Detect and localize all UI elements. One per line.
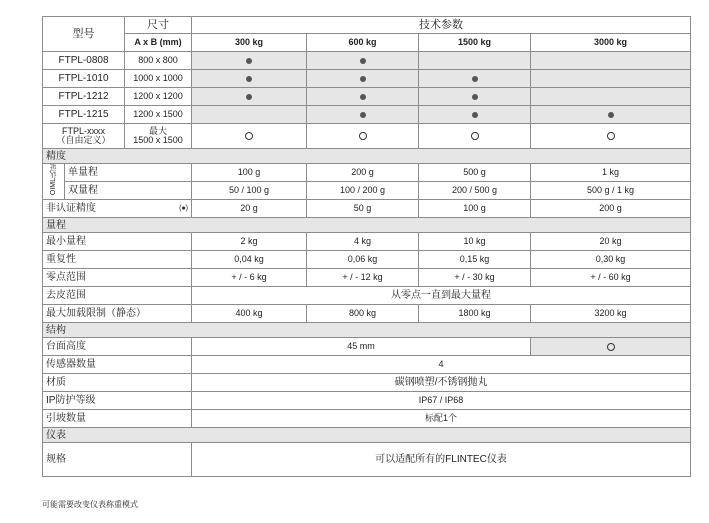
standard-dot-icon <box>472 94 478 100</box>
standard-dot-icon <box>608 112 614 118</box>
model-size: 800 x 800 <box>125 52 192 70</box>
option-circle-icon <box>607 343 615 351</box>
row-label: 引坡数量 <box>43 410 192 428</box>
standard-dot-icon <box>360 76 366 82</box>
size-header: 尺寸 <box>125 17 192 34</box>
value-cell: 0,15 kg <box>419 251 531 269</box>
table-row <box>43 356 691 374</box>
value-cell: 4 kg <box>307 233 419 251</box>
footnote: 可能需要改变仪表称重模式 <box>42 500 138 509</box>
capacity-header: 600 kg <box>307 34 419 52</box>
availability-cell <box>192 52 307 70</box>
table-row <box>43 70 691 88</box>
value-cell: 100 / 200 g <box>307 182 419 200</box>
standard-dot-icon <box>472 76 478 82</box>
value-cell-span: 4 <box>192 356 691 374</box>
spec-table <box>42 16 691 477</box>
row-label: 单量程 <box>65 164 192 182</box>
availability-cell <box>531 88 691 106</box>
table-row <box>43 392 691 410</box>
option-circle-icon <box>245 132 253 140</box>
standard-dot-icon <box>360 58 366 64</box>
availability-cell <box>192 88 307 106</box>
table-row <box>43 374 691 392</box>
availability-cell <box>531 338 691 356</box>
table-row <box>43 52 691 70</box>
row-label: 零点范围 <box>43 269 192 287</box>
oiml-side-label: OIML认证 <box>43 164 65 200</box>
capacity-header: 1500 kg <box>419 34 531 52</box>
availability-cell <box>419 52 531 70</box>
value-cell: 200 g <box>307 164 419 182</box>
availability-cell <box>419 124 531 149</box>
table-row <box>43 106 691 124</box>
table-row <box>43 251 691 269</box>
value-cell: 1800 kg <box>419 305 531 323</box>
standard-dot-icon <box>246 58 252 64</box>
value-cell: 0,04 kg <box>192 251 307 269</box>
value-cell: 800 kg <box>307 305 419 323</box>
availability-cell <box>192 70 307 88</box>
model-name: FTPL-0808 <box>43 52 125 70</box>
availability-cell <box>531 52 691 70</box>
option-circle-icon <box>471 132 479 140</box>
table-row <box>43 338 691 356</box>
value-cell: 20 g <box>192 200 307 218</box>
value-cell: 3200 kg <box>531 305 691 323</box>
value-cell: 2 kg <box>192 233 307 251</box>
row-label: 重复性 <box>43 251 192 269</box>
tech-header: 技术参数 <box>192 17 691 34</box>
row-label: 材质 <box>43 374 192 392</box>
table-row <box>43 269 691 287</box>
value-cell: 200 g <box>531 200 691 218</box>
table-row <box>43 200 691 218</box>
table-row <box>43 287 691 305</box>
availability-cell <box>307 124 419 149</box>
table-row <box>43 410 691 428</box>
availability-cell <box>531 70 691 88</box>
availability-cell <box>192 106 307 124</box>
value-cell-span: 45 mm <box>192 338 531 356</box>
footnote-marker: (●) <box>179 205 188 212</box>
option-circle-icon <box>607 132 615 140</box>
section-structure: 结构 <box>43 323 691 338</box>
section-instrument: 仪表 <box>43 428 691 443</box>
row-label: 最大加载限制（静态） <box>43 305 192 323</box>
value-cell: 400 kg <box>192 305 307 323</box>
standard-dot-icon <box>246 94 252 100</box>
value-cell: 0,30 kg <box>531 251 691 269</box>
value-cell: 50 / 100 g <box>192 182 307 200</box>
availability-cell <box>307 106 419 124</box>
model-size: 1200 x 1200 <box>125 88 192 106</box>
value-cell: + / - 60 kg <box>531 269 691 287</box>
value-cell: 20 kg <box>531 233 691 251</box>
value-cell: 0,06 kg <box>307 251 419 269</box>
row-label: 双量程 <box>65 182 192 200</box>
table-row <box>43 443 691 477</box>
row-label: 非认证精度 <box>46 203 96 214</box>
table-row <box>43 88 691 106</box>
standard-dot-icon <box>472 112 478 118</box>
option-circle-icon <box>359 132 367 140</box>
spec-sheet <box>42 16 690 477</box>
availability-cell <box>419 88 531 106</box>
row-label: 台面高度 <box>43 338 192 356</box>
value-cell: + / - 12 kg <box>307 269 419 287</box>
availability-cell <box>419 106 531 124</box>
model-size: 1000 x 1000 <box>125 70 192 88</box>
availability-cell <box>531 106 691 124</box>
table-row <box>43 164 691 182</box>
value-cell: 500 g <box>419 164 531 182</box>
section-precision: 精度 <box>43 149 691 164</box>
value-cell: 200 / 500 g <box>419 182 531 200</box>
model-name: FTPL-1215 <box>43 106 125 124</box>
capacity-header: 3000 kg <box>531 34 691 52</box>
table-row <box>43 124 691 149</box>
value-cell: 10 kg <box>419 233 531 251</box>
custom-model-name <box>43 124 125 149</box>
value-cell: 1 kg <box>531 164 691 182</box>
table-row <box>43 233 691 251</box>
value-cell: 100 g <box>192 164 307 182</box>
custom-size-max: 最大 <box>148 126 167 136</box>
capacity-header: 300 kg <box>192 34 307 52</box>
row-label-noncert <box>43 200 192 218</box>
model-header: 型号 <box>43 17 125 52</box>
custom-model-size <box>125 124 192 149</box>
value-cell: + / - 30 kg <box>419 269 531 287</box>
value-cell-span: 碳钢喷塑/不锈钢抛丸 <box>192 374 691 392</box>
table-row <box>43 305 691 323</box>
row-label: 传感器数量 <box>43 356 192 374</box>
availability-cell <box>307 70 419 88</box>
availability-cell <box>192 124 307 149</box>
value-cell-span: IP67 / IP68 <box>192 392 691 410</box>
size-unit-header: A x B (mm) <box>125 34 192 52</box>
row-label: 规格 <box>43 443 192 477</box>
custom-model-note: （自由定义） <box>56 135 111 145</box>
standard-dot-icon <box>246 76 252 82</box>
value-cell: 50 g <box>307 200 419 218</box>
row-label: 去皮范围 <box>43 287 192 305</box>
value-cell: + / - 6 kg <box>192 269 307 287</box>
model-name: FTPL-1010 <box>43 70 125 88</box>
value-cell-span: 从零点一直到最大量程 <box>192 287 691 305</box>
value-cell-span: 标配1个 <box>192 410 691 428</box>
value-cell-span: 可以适配所有的FLINTEC仪表 <box>192 443 691 477</box>
value-cell: 100 g <box>419 200 531 218</box>
standard-dot-icon <box>360 112 366 118</box>
model-name: FTPL-1212 <box>43 88 125 106</box>
availability-cell <box>307 52 419 70</box>
standard-dot-icon <box>360 94 366 100</box>
custom-size-value: 1500 x 1500 <box>133 135 183 145</box>
availability-cell <box>531 124 691 149</box>
value-cell: 500 g / 1 kg <box>531 182 691 200</box>
section-range: 量程 <box>43 218 691 233</box>
availability-cell <box>307 88 419 106</box>
custom-model-code: FTPL-xxxx <box>61 126 105 136</box>
row-label: 最小量程 <box>43 233 192 251</box>
table-row <box>43 182 691 200</box>
model-size: 1200 x 1500 <box>125 106 192 124</box>
availability-cell <box>419 70 531 88</box>
row-label: IP防护等级 <box>43 392 192 410</box>
